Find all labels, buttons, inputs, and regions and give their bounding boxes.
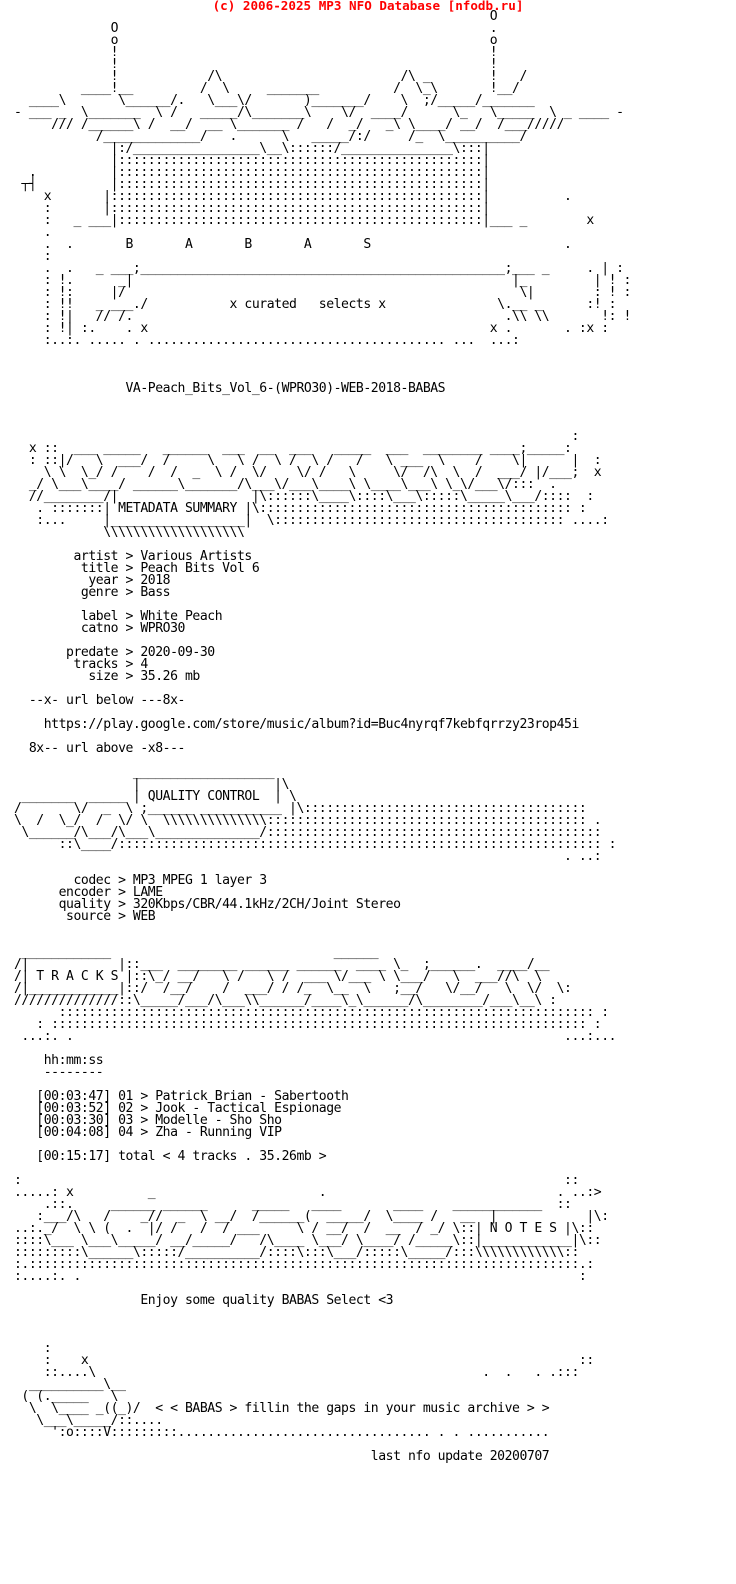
nfodb-copyright-header: (c) 2006-2025 MP3 NFO Database [nfodb.ru] <box>212 0 524 13</box>
nfo-ascii-art-document: O O . o o ! ! ! ! ! /\ /\ _ ! / ____!__ / \ _______ / \_\ !__/ ____\ \______/. \___\/ )_______/ \ ;/_____/_______ - ___ _ \_______ \ / _____/\_______\ \/ ____/ \_ \_____ \ _ ____ - /// /______\ / __/ __ \_______ / / _/ _\ \____/ __/ /___///// /_____________/ . \ _____/:/ /_ \__________/ |:/_________________\__\::::::/_______________\:::| |:::::::::::::::::::::::::::::::::::::::::::::::::| . |:::::::::::::::::::::::::::::::::::::::::::::::::| ┬┤ |:::::::::::::::::::::::::::::::::::::::::::::::::| x |::::::::::::::::::::::::::::::::::::::::::::::::::| . : |::::::::::::::::::::::::::::::::::::::::::::::::::| : _ ___|:::::::::::::::::::::::::::::::::::::::::::::::::|___ _ x . . . B A B A S . : . . _ ___;_________________________________________________;___ _ . | : : !. _| |_ | ! : : !: |/ \| : ! : : !! _ ___./ x curated selects x \.__ _ :! : : !| // /. .\\ \\ !: ! : !| :. . x x . . :x : :..:. ..... . ........................................ ... ...: VA-Peach_Bits_Vol_6-(WPRO30)-WEB-2018-BABAS : x :: ___ _____ ______ ___ __ ___ _____ ___ ________ ____;_____: : ::|/ \ ___/ / \ \ / \ / \ / / \ ___ \ / \| | : \ \ \_/ / / / _ \ / \/ \/ / \ \/ /\ \ / ___/ |/___; x _/ \___\____/ ______\_______/\___\/___\____\ \____\___\ \_\/___\/::: . //________/| |\::::::\____\::::\___\:::::\_____\___/:::: : . :::::::| METADATA SUMMARY |\:::::::::::::::::::::::::::::::::::::::::: : :... |__________________| \::::::::::::::::::::::::::::::::::::::: ....: \\\\\\\\\\\\\\\\\\\ artist > Various Artists title > Peach Bits Vol 6 year > 2018 genre > Bass label > White Peach catno > WPRO30 predate > 2020-09-30 tracks > 4 size > 35.26 mb --x- url below ---8x- https://play.google.com/store/music/album?id=Buc4nyrqf7kebfqrrzy23rop45i 8x-- url above -x8--- ___________________ | |\ _______ _____ | QUALITY CONTROL | \ / \/ _ \ ;______ ___________ |\:::::::::::::::::::::::::::::::::::::: \ / \_/ / \/ \ \\\\\\\\\\\\\\::::::::::::::::::::::::::::::::::::::::::: . \______/\___/\___\______________/::::::::::::::::::::::::::::::::::::::::::::: ::\____/::::::::::::::::::::::::::::::::::::::::::::::::::::::::::::::::: : . ..: codec > MP3 MPEG 1 layer 3 encoder > LAME quality > 320Kbps/CBR/44.1kHz/2CH/Joint Stereo source > WEB ____________ ______ /| |::___ ________ ______ ______ ____ \_ ;______. ____/__ /| T R A C K S |::\_/ __/ \ / \ / ___ \/___ \ \___/ \ ___//\ \ /|____________|::/ /__/ / ___/ / /_ \__ \ ;__/ \/__/ \ \/ \: //////////////::\_____/___/\___\\______/____\_\______/\________/___\__\ : :::::::::::::::::::::::::::::::::::::::::::::::::::::::::::::::::::::::: : : :::::::::::::::::::::::::::::::::::::::::::::::::::::::::::::::::::::::: : ...:. . ...:... hh:mm:ss -------- [00:03:47] 01 > Patrick Brian - Sabertooth [00:03:52] 02 > Jook - Tactical Espionage [00:03:30] 03 > Modelle - Sho Sho [00:04:08] 04 > Zha - Running VIP [00:15:17] total < 4 tracks . 35.26mb > : :: .....: x _ . . ..:> .::. ______ ______ _____ ____ ____ ____________ :: :___/\ / _// _ \ __/ /______( _____/ \____ / __ | |\: ..:._/ \ \ ( . |/ / / / ___ \ / __/ / __ / _/ \::| N O T E S |\:: ::::\___ \___\_____/ __/_____/ /\____ \___/ \____/ /_____\::|____________|\:: :::::::::\______\:::::/__________/::::\:::\___/:::::\_____/:::\\\\\\\\\\\\:: :.::::::::::::::::::::::::::::::::::::::::::::::::::::::::::::::::::::::::::.: :....:. . : Enjoy some quality BABAS Select <3 : : x :: ::....\ . . . .::: __________\__ ( (._____ \ \ \____ _((_)/ < < BABAS > fillin the gaps in your music archive > > \___\_____/::.... ':o::::V:::::::::.................................. . . ........... last nfo update 20200707 <box>14 9 631 1464</box>
